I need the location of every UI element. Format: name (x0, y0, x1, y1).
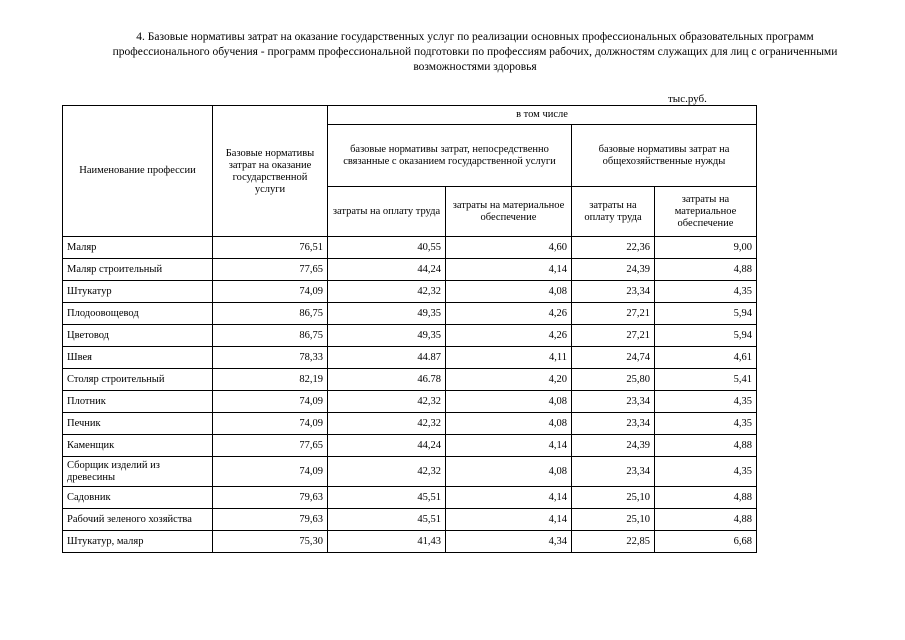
table-row (63, 237, 757, 259)
table-row (63, 487, 757, 509)
cell-profession: Плотник (63, 391, 213, 413)
cell-general-labor: 27,21 (572, 325, 655, 347)
cell-direct-material: 4,20 (446, 369, 572, 391)
cell-general-labor: 24,74 (572, 347, 655, 369)
header-direct-labor: затраты на оплату труда (328, 187, 446, 237)
cell-direct-labor: 41,43 (328, 531, 446, 553)
cell-direct-material: 4,14 (446, 435, 572, 457)
cell-direct-material: 4,34 (446, 531, 572, 553)
cell-direct-material: 4,14 (446, 509, 572, 531)
header-direct-costs: базовые нормативы затрат, непосредственно связанные с оказанием государственной услуги (328, 125, 572, 187)
cell-base: 86,75 (213, 325, 328, 347)
cell-general-labor: 25,10 (572, 487, 655, 509)
cell-profession: Штукатур (63, 281, 213, 303)
cell-profession: Штукатур, маляр (63, 531, 213, 553)
table-row (63, 259, 757, 281)
cell-direct-material: 4,26 (446, 303, 572, 325)
cell-profession: Плодоовощевод (63, 303, 213, 325)
cell-general-material: 4,35 (655, 391, 757, 413)
cell-base: 79,63 (213, 509, 328, 531)
cell-general-material: 4,88 (655, 259, 757, 281)
header-general-costs: базовые нормативы затрат на общехозяйственные нужды (572, 125, 757, 187)
table-row (63, 413, 757, 435)
cell-profession: Садовник (63, 487, 213, 509)
cell-direct-labor: 46.78 (328, 369, 446, 391)
cell-profession: Печник (63, 413, 213, 435)
cell-general-labor: 23,34 (572, 281, 655, 303)
cell-general-labor: 23,34 (572, 391, 655, 413)
cell-general-material: 4,35 (655, 457, 757, 487)
cell-general-material: 4,35 (655, 413, 757, 435)
table-row (63, 347, 757, 369)
cell-base: 82,19 (213, 369, 328, 391)
cell-direct-material: 4,14 (446, 259, 572, 281)
table-row (63, 391, 757, 413)
cell-direct-material: 4,08 (446, 413, 572, 435)
cell-general-labor: 24,39 (572, 435, 655, 457)
cell-base: 79,63 (213, 487, 328, 509)
cell-profession: Столяр строительный (63, 369, 213, 391)
table-body (63, 237, 757, 553)
cell-general-labor: 22,85 (572, 531, 655, 553)
cell-direct-material: 4,26 (446, 325, 572, 347)
cell-base: 75,30 (213, 531, 328, 553)
cell-direct-material: 4,11 (446, 347, 572, 369)
header-general-material: затраты на материальное обеспечение (655, 187, 757, 237)
cell-base: 78,33 (213, 347, 328, 369)
cell-profession: Каменщик (63, 435, 213, 457)
cell-base: 74,09 (213, 413, 328, 435)
cell-profession: Цветовод (63, 325, 213, 347)
cell-direct-material: 4,08 (446, 457, 572, 487)
table-row (63, 281, 757, 303)
cell-base: 76,51 (213, 237, 328, 259)
cell-direct-material: 4,08 (446, 391, 572, 413)
cell-direct-labor: 49,35 (328, 303, 446, 325)
cell-direct-labor: 45,51 (328, 509, 446, 531)
cell-profession: Рабочий зеленого хозяйства (63, 509, 213, 531)
cell-general-labor: 25,80 (572, 369, 655, 391)
cell-general-labor: 23,34 (572, 413, 655, 435)
cell-base: 74,09 (213, 281, 328, 303)
table-row (63, 369, 757, 391)
header-base-norm: Базовые нормативы затрат на оказание государственной услуги (213, 106, 328, 237)
cell-general-material: 4,35 (655, 281, 757, 303)
cell-direct-material: 4,14 (446, 487, 572, 509)
cell-general-labor: 24,39 (572, 259, 655, 281)
cell-profession: Сборщик изделий из древесины (63, 457, 213, 487)
cell-general-material: 4,61 (655, 347, 757, 369)
header-direct-material: затраты на материальное обеспечение (446, 187, 572, 237)
cell-base: 74,09 (213, 391, 328, 413)
cell-direct-labor: 44.87 (328, 347, 446, 369)
cell-general-material: 4,88 (655, 509, 757, 531)
cell-general-labor: 27,21 (572, 303, 655, 325)
table-row (63, 531, 757, 553)
cell-direct-labor: 49,35 (328, 325, 446, 347)
cell-direct-labor: 42,32 (328, 281, 446, 303)
cell-base: 77,65 (213, 259, 328, 281)
table-row (63, 509, 757, 531)
cell-general-material: 5,94 (655, 303, 757, 325)
header-profession: Наименование профессии (63, 106, 213, 237)
header-including: в том числе (328, 106, 757, 125)
cell-profession: Швея (63, 347, 213, 369)
cell-general-material: 5,94 (655, 325, 757, 347)
cell-general-material: 6,68 (655, 531, 757, 553)
cell-direct-labor: 45,51 (328, 487, 446, 509)
cell-direct-labor: 40,55 (328, 237, 446, 259)
cell-base: 77,65 (213, 435, 328, 457)
cell-general-labor: 25,10 (572, 509, 655, 531)
cell-general-material: 9,00 (655, 237, 757, 259)
document-title: 4. Базовые нормативы затрат на оказание государственных услуг по реализации основных профессиональных образовательных программ профессионального обучения - программ профессиональной подготовки по профессиям рабочих, должностям служащих для лиц с ограниченными возможностями здоровья (112, 31, 838, 73)
cell-profession: Маляр (63, 237, 213, 259)
cell-direct-labor: 42,32 (328, 457, 446, 487)
cell-direct-material: 4,08 (446, 281, 572, 303)
table-row (63, 435, 757, 457)
cell-profession: Маляр строительный (63, 259, 213, 281)
header-general-labor: затраты на оплату труда (572, 187, 655, 237)
cell-general-labor: 23,34 (572, 457, 655, 487)
table-row (63, 325, 757, 347)
cell-direct-material: 4,60 (446, 237, 572, 259)
unit-label: тыс.руб. (668, 93, 707, 105)
cell-direct-labor: 42,32 (328, 391, 446, 413)
cell-base: 74,09 (213, 457, 328, 487)
table-row (63, 457, 757, 487)
table-row (63, 303, 757, 325)
cell-base: 86,75 (213, 303, 328, 325)
cell-direct-labor: 44,24 (328, 259, 446, 281)
cell-general-material: 4,88 (655, 435, 757, 457)
cell-general-labor: 22,36 (572, 237, 655, 259)
cell-general-material: 4,88 (655, 487, 757, 509)
cell-direct-labor: 42,32 (328, 413, 446, 435)
cost-norms-table (62, 105, 757, 553)
cell-general-material: 5,41 (655, 369, 757, 391)
cell-direct-labor: 44,24 (328, 435, 446, 457)
